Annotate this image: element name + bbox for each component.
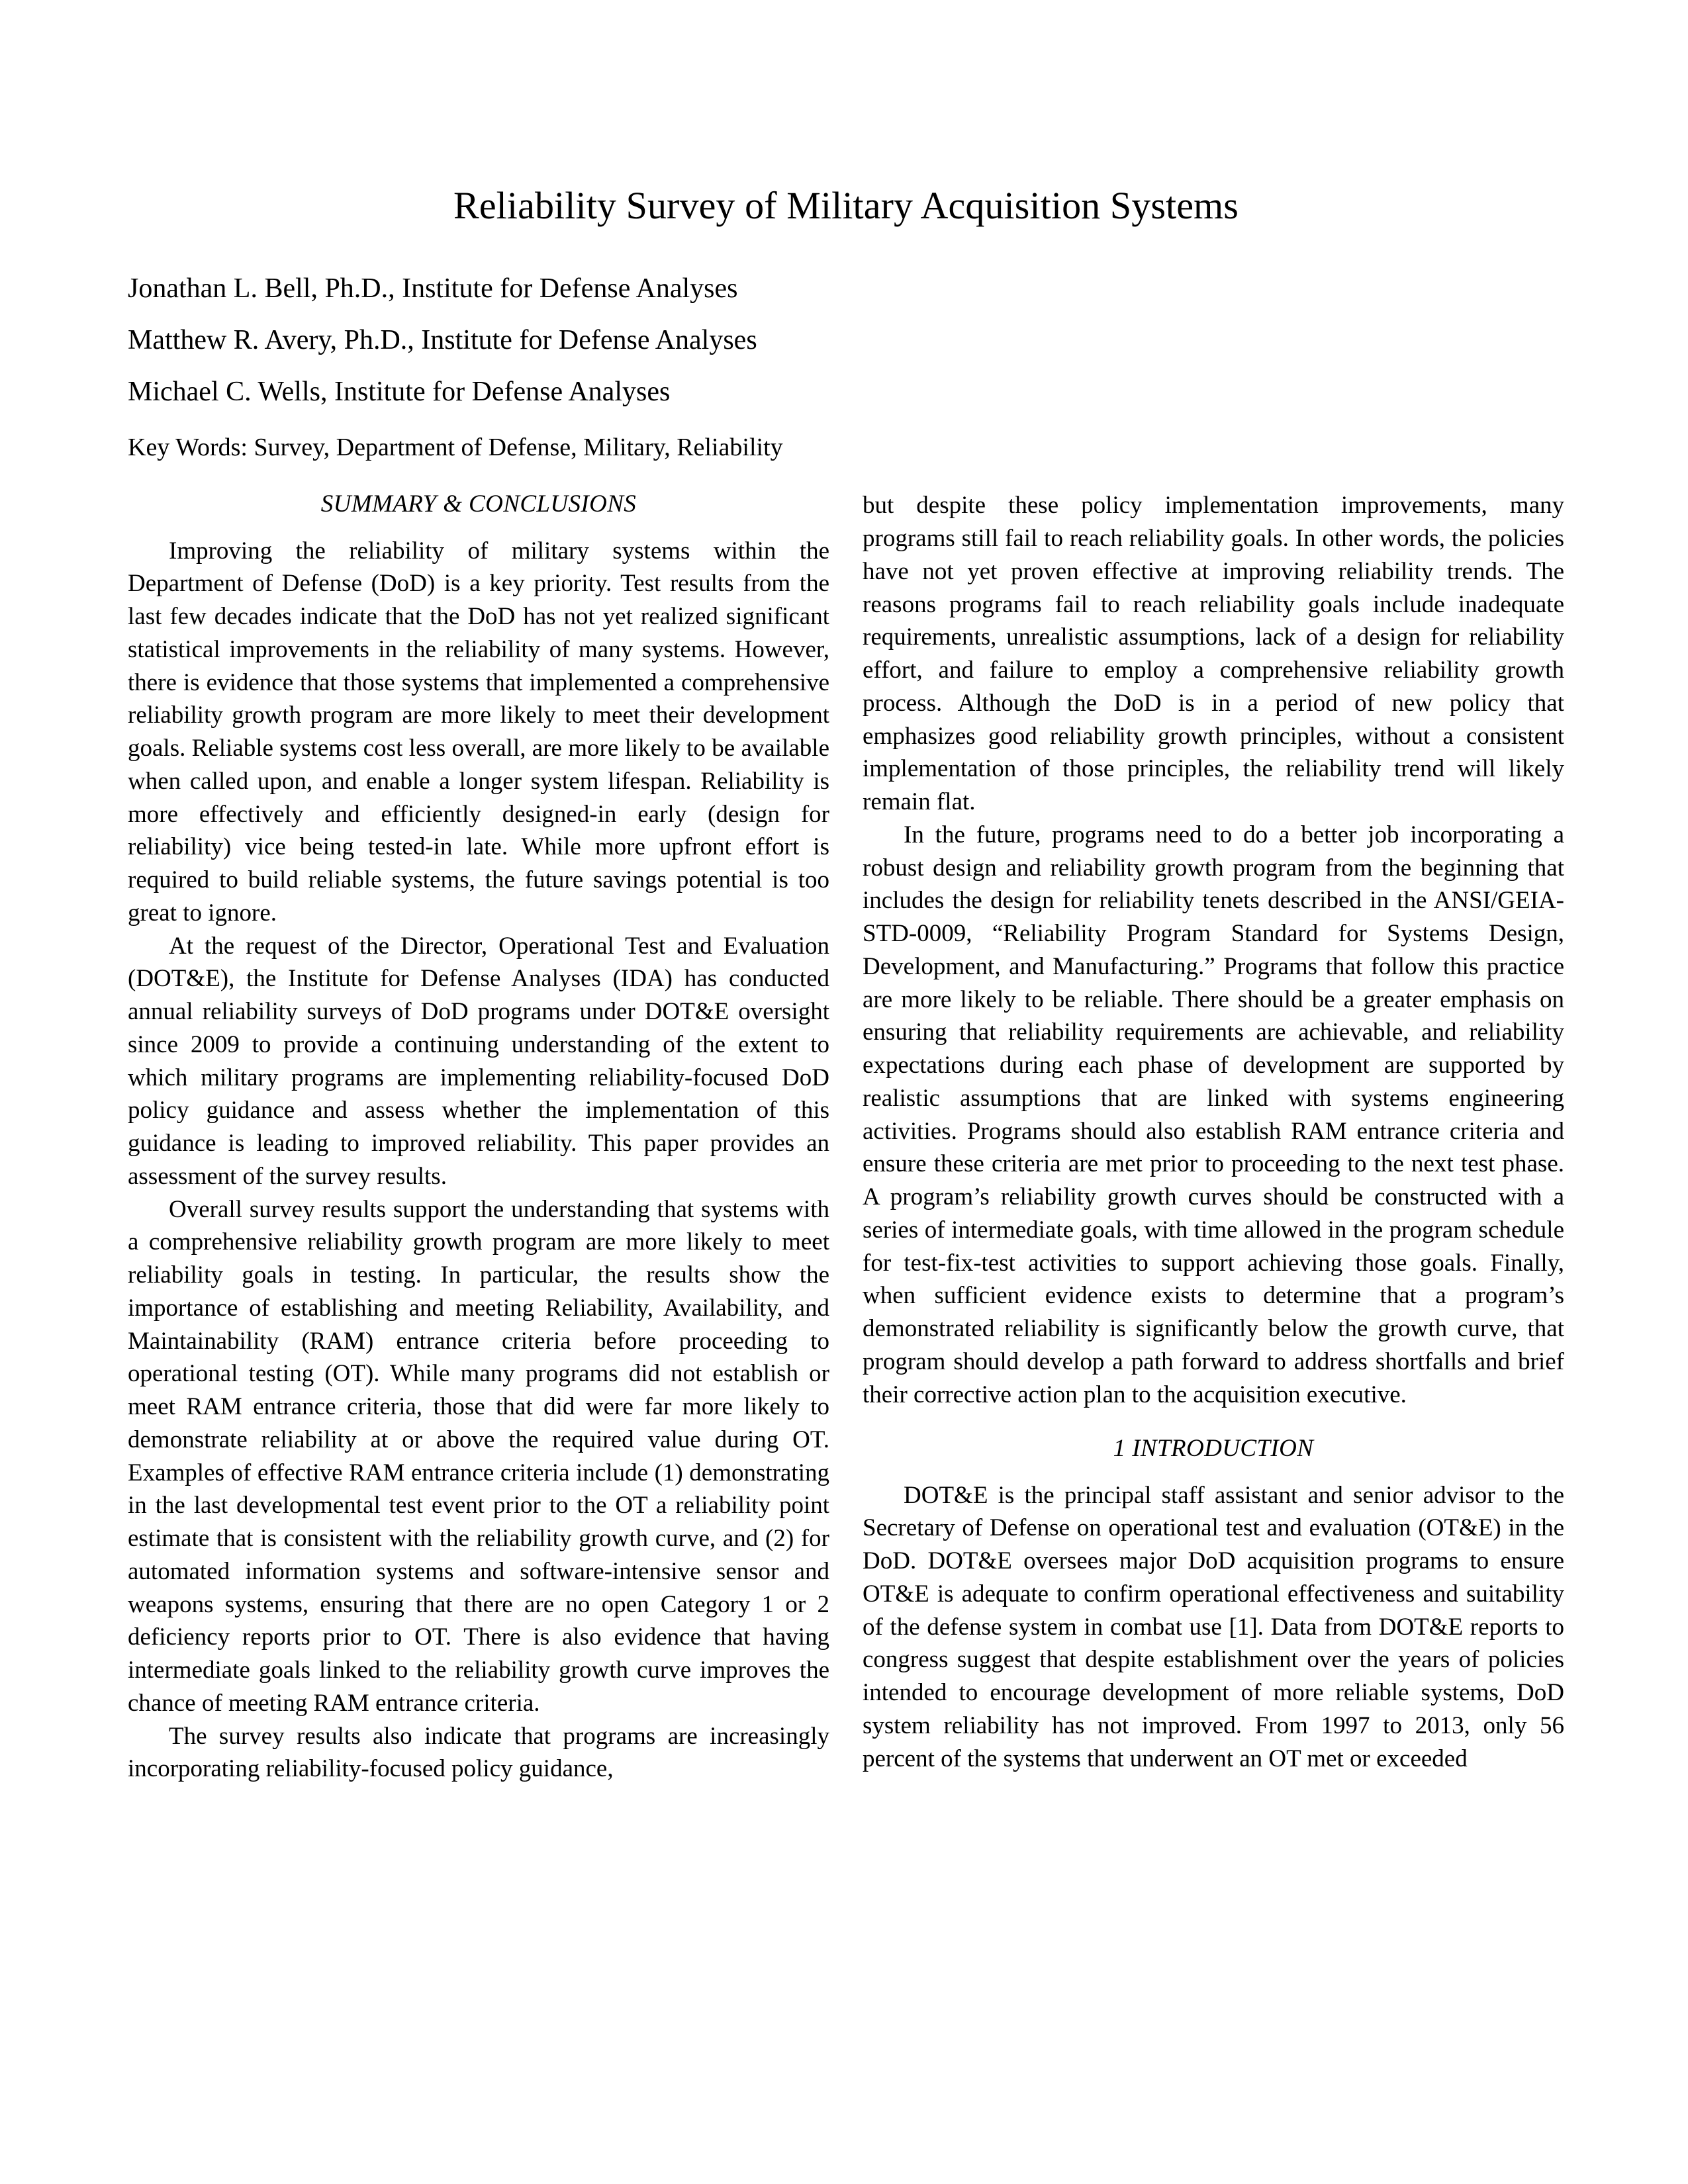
author-line: Michael C. Wells, Institute for Defense Analyses (128, 377, 671, 408)
two-column-body (128, 489, 1564, 1786)
section-heading-summary: SUMMARY & CONCLUSIONS (320, 490, 637, 518)
right-column (863, 489, 1564, 1775)
paragraph: Overall survey results support the understanding that systems with a comprehensive reliability growth program are more likely to meet reliability goals in testing. In particular, the results show the importance of establishing and meeting Reliability, Availability, and Maintainability (RAM) entrance criteria before proceeding to operational testing (OT). While many programs did not establish or meet RAM entrance criteria, those that did were far more likely to demonstrate reliability at or above the required value during OT. Examples of effective RAM entrance criteria include (1) demonstrating in the last developmental test event prior to the OT a reliability point estimate that is consistent with the reliability growth curve, and (2) for automated information systems and software-intensive sensor and weapons systems, ensuring that there are no open Category 1 or 2 deficiency reports prior to OT. There is also evidence that having intermediate goals linked to the reliability growth curve improves the chance of meeting RAM entrance criteria. (128, 1195, 829, 1717)
paragraph: Improving the reliability of military systems within the Department of Defense (DoD) is a key priority. Test results from the last few decades indicate that the DoD has not yet realized significant statistical improvements in the reliability of many systems. However, there is evidence that those systems that implemented a comprehensive reliability growth program are more likely to meet their development goals. Reliable systems cost less overall, are more likely to be available when called upon, and enable a longer system lifespan. Reliability is more effectively and efficiently designed‑in early (design for reliability) vice being tested‑in late. While more upfront effort is required to build reliable systems, the future savings potential is too great to ignore. (128, 537, 829, 927)
page-title: Reliability Survey of Military Acquisition Systems (453, 184, 1239, 227)
page-content (128, 0, 1564, 1786)
keywords-line: Key Words: Survey, Department of Defense, Military, Reliability (128, 433, 783, 462)
author-line: Jonathan L. Bell, Ph.D., Institute for Defense Analyses (128, 273, 738, 304)
paragraph-continuation: but despite these policy implementation improvements, many programs still fail to reach reliability goals. In other words, the policies have not yet proven effective at improving reliability trends. The reasons programs fail to reach reliability goals include inadequate requirements, unrealistic assumptions, lack of a design for reliability effort, and failure to employ a comprehensive reliability growth process. Although the DoD is in a period of new policy that emphasizes good reliability growth principles, without a consistent implementation of those principles, the reliability trend will likely remain flat. (863, 492, 1564, 816)
author-line: Matthew R. Avery, Ph.D., Institute for Defense Analyses (128, 325, 757, 356)
paragraph: At the request of the Director, Operational Test and Evaluation (DOT&E), the Institute for Defense Analyses (IDA) has conducted annual reliability surveys of DoD programs under DOT&E oversight since 2009 to provide a continuing understanding of the extent to which military programs are implementing reliability-focused DoD policy guidance and assess whether the implementation of this guidance is leading to improved reliability. This paper provides an assessment of the survey results. (128, 932, 829, 1190)
section-heading-introduction: 1 INTRODUCTION (1113, 1435, 1314, 1463)
paragraph: The survey results also indicate that programs are increasingly incorporating reliability-focused policy guidance, (128, 1722, 829, 1783)
paragraph: DOT&E is the principal staff assistant and senior advisor to the Secretary of Defense on operational test and evaluation (OT&E) in the DoD. DOT&E oversees major DoD acquisition programs to ensure OT&E is adequate to confirm operational effectiveness and suitability of the defense system in combat use [1]. Data from DOT&E reports to congress suggest that despite establishment over the years of policies intended to encourage development of more reliable systems, DoD system reliability has not improved. From 1997 to 2013, only 56 percent of the systems that underwent an OT met or exceeded (863, 1481, 1564, 1772)
author-block (128, 275, 1564, 406)
paragraph: In the future, programs need to do a better job incorporating a robust design and reliability growth program from the beginning that includes the design for reliability tenets described in the ANSI/GEIA-STD-0009, “Reliability Program Standard for Systems Design, Development, and Manufacturing.” Programs that follow this practice are more likely to be reliable. There should be a greater emphasis on ensuring that reliability requirements are achievable, and reliability expectations during each phase of development are supported by realistic assumptions that are linked with systems engineering activities. Programs should also establish RAM entrance criteria and ensure these criteria are met prior to proceeding to the next test phase. A program’s reliability growth curves should be constructed with a series of intermediate goals, with time allowed in the program schedule for test-fix-test activities to support achieving those goals. Finally, when sufficient evidence exists to determine that a program’s demonstrated reliability is significantly below the growth curve, that program should develop a path forward to address shortfalls and brief their corrective action plan to the acquisition executive. (863, 821, 1564, 1408)
left-column (128, 489, 829, 1786)
